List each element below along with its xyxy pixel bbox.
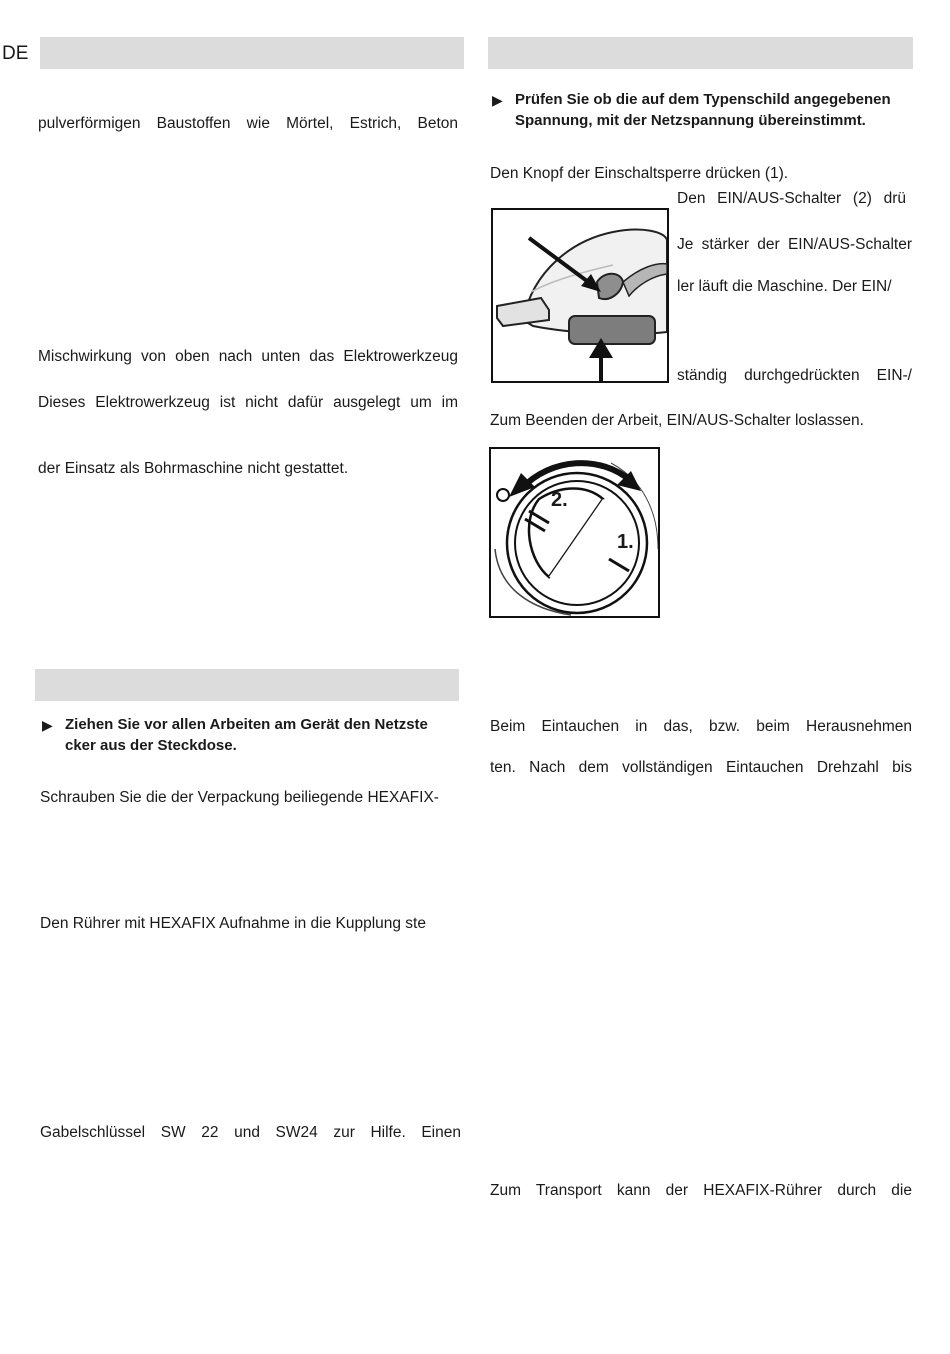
- body-text-line: ständig durchgedrückten EIN-/: [677, 367, 912, 384]
- warning-text-line: Ziehen Sie vor allen Arbeiten am Gerät den Netzste: [65, 716, 428, 733]
- section-header-bar-left-mid: [35, 669, 459, 701]
- body-text-line: Zum Transport kann der HEXAFIX-Rührer durch die: [490, 1182, 912, 1199]
- dial-label-1: 1.: [617, 531, 634, 553]
- language-tab: DE: [2, 43, 29, 64]
- dial-label-2: 2.: [551, 489, 568, 511]
- bullet-arrow-icon: ▶: [42, 717, 53, 733]
- body-text-line: der Einsatz als Bohrmaschine nicht gestattet.: [38, 460, 349, 477]
- body-text-line: pulverförmigen Baustoffen wie Mörtel, Estrich, Beton: [38, 115, 458, 132]
- warning-text-line: Spannung, mit der Netzspannung übereinstimmt.: [515, 112, 866, 129]
- body-text-line: Den Knopf der Einschaltsperre drücken (1).: [490, 165, 789, 182]
- warning-text-line: cker aus der Steckdose.: [65, 737, 237, 754]
- body-text-line: Beim Eintauchen in das, bzw. beim Herausnehmen: [490, 718, 912, 735]
- body-text-line: ler läuft die Maschine. Der EIN/: [677, 278, 892, 295]
- body-text-line: Dieses Elektrowerkzeug ist nicht dafür ausgelegt um im: [38, 394, 458, 411]
- speed-dial-illustration: [489, 447, 660, 618]
- body-text-line: Den Rührer mit HEXAFIX Aufnahme in die Kupplung ste: [40, 915, 426, 932]
- body-text-line: Gabelschlüssel SW 22 und SW24 zur Hilfe. Einen: [40, 1124, 461, 1141]
- switch-illustration: [491, 208, 669, 383]
- body-text-line: Mischwirkung von oben nach unten das Elektrowerkzeug: [38, 348, 458, 365]
- body-text-line: ten. Nach dem vollständigen Eintauchen Drehzahl bis: [490, 759, 912, 776]
- warning-text-line: Prüfen Sie ob die auf dem Typenschild angegebenen: [515, 91, 891, 108]
- section-header-bar-left-top: [40, 37, 464, 69]
- power-tool-switch-icon: [493, 210, 667, 381]
- body-text-line: Zum Beenden der Arbeit, EIN/AUS-Schalter loslassen.: [490, 412, 864, 429]
- section-header-bar-right-top: [488, 37, 913, 69]
- body-text-line: Schrauben Sie die der Verpackung beiliegende HEXAFIX-: [40, 789, 439, 806]
- body-text-line: Den EIN/AUS-Schalter (2) drü: [677, 190, 906, 207]
- bullet-arrow-icon: ▶: [492, 92, 503, 108]
- body-text-line: Je stärker der EIN/AUS-Schalter: [677, 236, 912, 253]
